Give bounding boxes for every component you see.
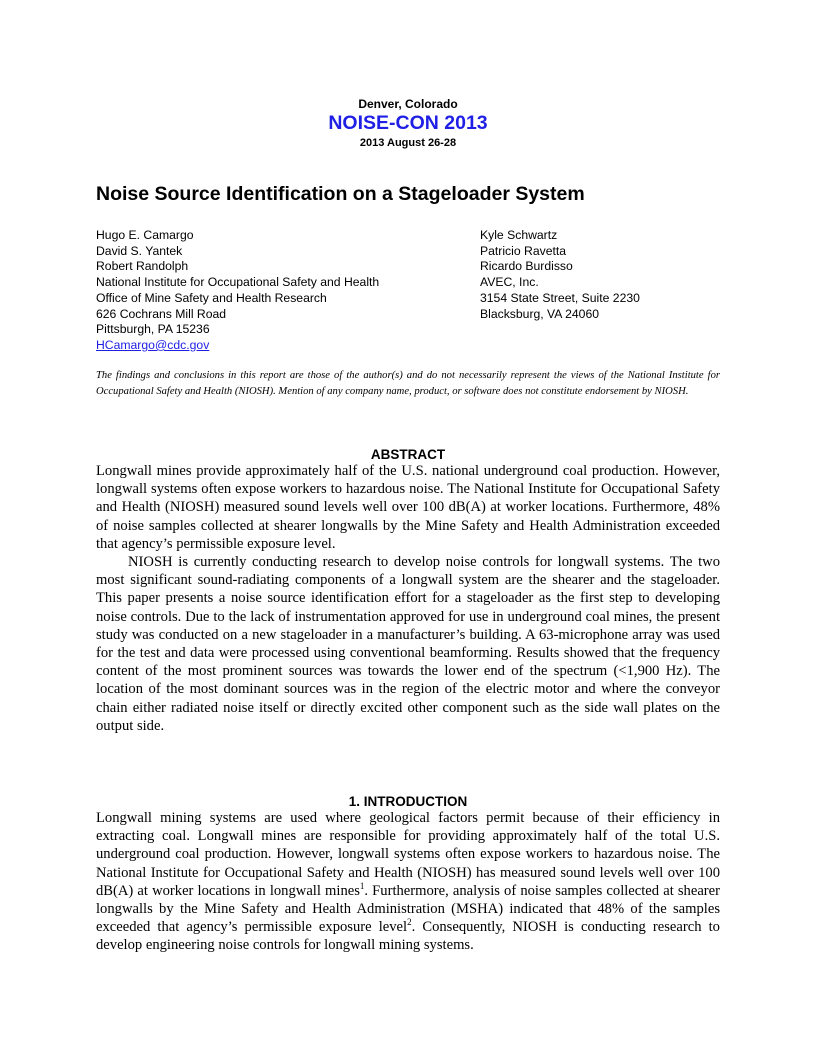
affiliation-line: National Institute for Occupational Safety and Health xyxy=(96,275,380,290)
author-block-avec xyxy=(480,228,740,322)
affiliation-line: AVEC, Inc. xyxy=(480,275,539,290)
address-line: 3154 State Street, Suite 2230 xyxy=(480,290,640,305)
author-block-niosh xyxy=(96,228,466,354)
intro-text: Longwall mining systems are used where geological factors permit because of their efficiency in extracting coal. Longwall mines are responsible for providing approximately half of the total U.S. underground coal production. However, longwall systems often expose workers to hazardous noise. The National Institute for Occupational Safety and Health (NIOSH) has measured sound levels well over 100 dB(A) at worker locations in longwall mines xyxy=(96,810,720,899)
author-line: David S. Yantek xyxy=(96,243,183,258)
abstract-text: Longwall mines provide approximately half of the U.S. national underground coal production. However, longwall systems often expose workers to hazardous noise. The National Institute for Occupational Safety and Health (NIOSH) measured sound levels well over 100 dB(A) at worker locations. Furthermore, 48% of noise samples collected at shearer longwalls by the Mine Safety and Health Administration exceeded that agency’s permissible exposure level. xyxy=(96,463,720,552)
conference-name: NOISE-CON 2013 xyxy=(328,112,488,134)
author-line: Robert Randolph xyxy=(96,259,189,274)
address-line: 626 Cochrans Mill Road xyxy=(96,306,227,321)
abstract-heading: ABSTRACT xyxy=(370,447,446,462)
author-email-link[interactable]: HCamargo@cdc.gov xyxy=(96,337,210,352)
conference-location: Denver, Colorado xyxy=(358,97,458,111)
abstract-paragraph-2 xyxy=(96,553,720,735)
reference-marker: 2 xyxy=(407,917,412,928)
abstract-text: NIOSH is currently conducting research to develop noise controls for longwall systems. The two most significant sound-radiating components of a longwall system are the shearer and the stageloader. This paper presents a noise source identification effort for a stageloader as the first step to developing noise controls. Due to the lack of instrumentation approved for use in underground coal mines, the present study was conducted on a new stageloader in a manufacturer’s building. A 63-microphone array was used for the test and data were processed using conventional beamforming. Results showed that the frequency content of the most prominent sources was towards the lower end of the spectrum (<1,900 Hz). The location of the most dominant sources was in the region of the electric motor and where the conveyor chain either radiated noise itself or directly excited other component such as the side wall plates on the output side. xyxy=(96,554,720,734)
reference-marker: 1 xyxy=(359,880,365,891)
disclaimer: The findings and conclusions in this report are those of the author(s) and do not necessarily represent the views of the National Institute for Occupational Safety and Health (NIOSH). Mention of any company name, product, or software does not constitute endorsement by NIOSH. xyxy=(96,370,720,397)
introduction-heading: 1. INTRODUCTION xyxy=(348,794,468,809)
author-line: Hugo E. Camargo xyxy=(96,228,194,242)
author-line: Patricio Ravetta xyxy=(480,243,567,258)
intro-text: . Furthermore, analysis of noise samples collected at shearer longwalls by the Mine Safety and Health Administration (MSHA) indicated that 48% of the samples exceeded that agency’s permissible exposure level xyxy=(96,882,720,936)
paper-title: Noise Source Identification on a Stageloader System xyxy=(96,183,585,205)
introduction-paragraph xyxy=(96,809,720,955)
abstract-paragraph-1 xyxy=(96,462,720,553)
author-line: Ricardo Burdisso xyxy=(480,259,573,274)
conference-date: 2013 August 26-28 xyxy=(359,137,457,149)
affiliation-line: Office of Mine Safety and Health Research xyxy=(96,290,327,305)
author-line: Kyle Schwartz xyxy=(480,228,558,242)
address-line: Pittsburgh, PA 15236 xyxy=(96,322,210,337)
address-line: Blacksburg, VA 24060 xyxy=(480,306,600,321)
intro-text: . Consequently, NIOSH is conducting research to develop engineering noise controls for longwall mining systems. xyxy=(96,919,720,954)
